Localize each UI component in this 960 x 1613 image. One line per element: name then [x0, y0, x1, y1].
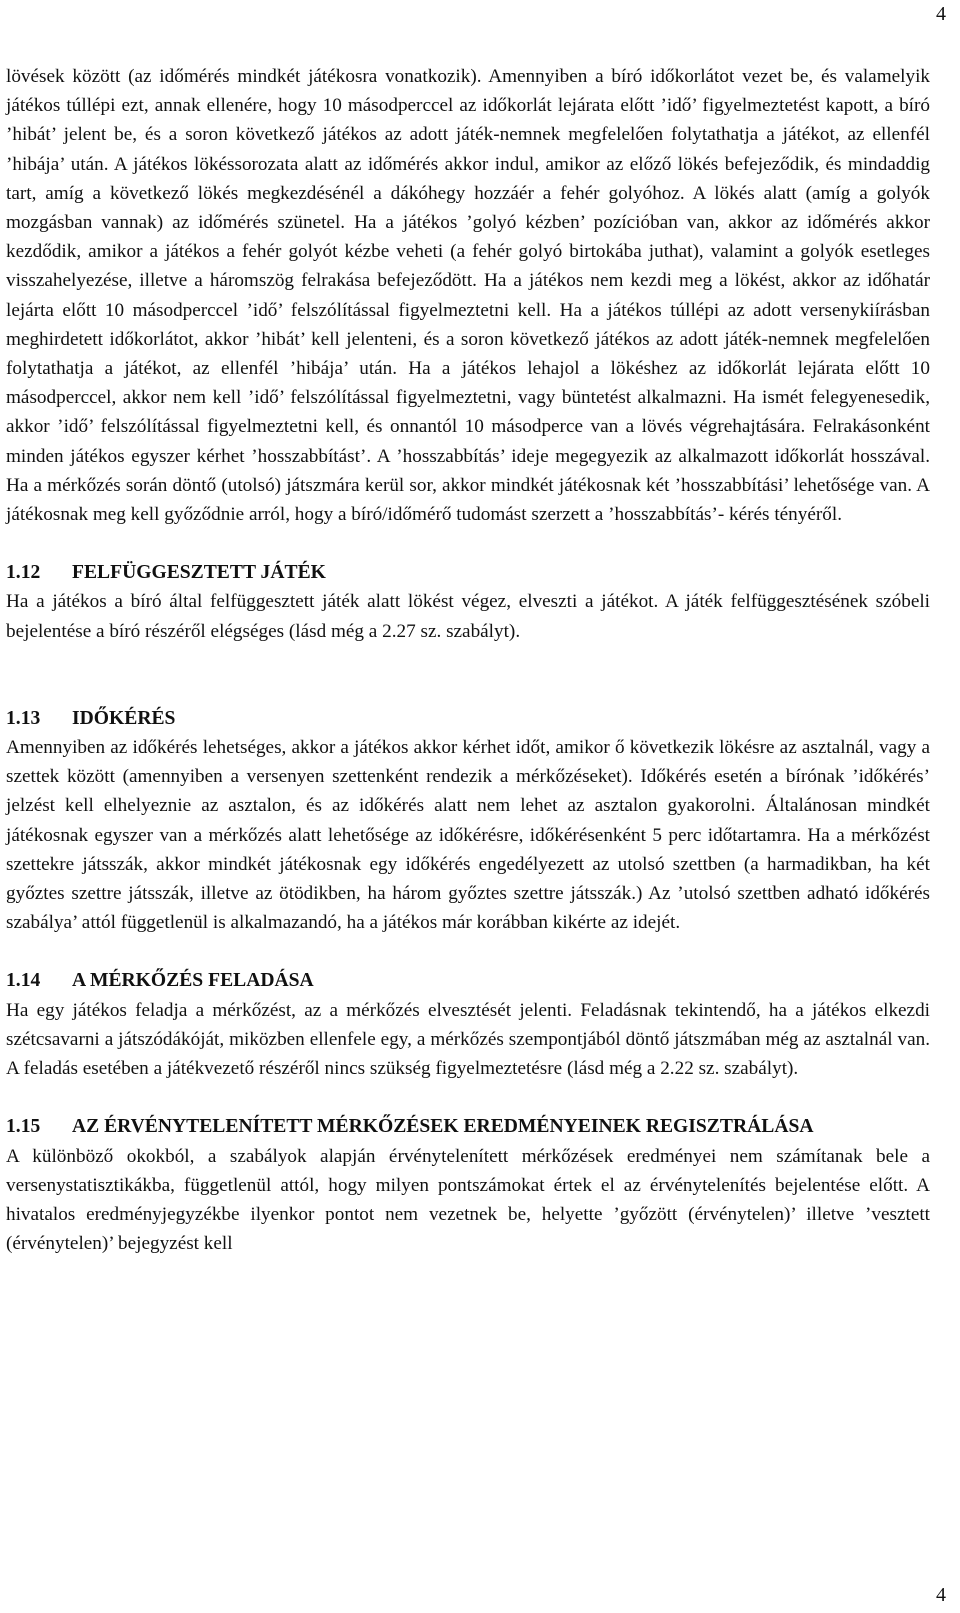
section-1-12 [6, 558, 930, 646]
section-body: A különböző okokból, a szabályok alapján érvénytelenített mérkőzések eredményei nem számítanak bele a versenystatisztikákba, függetlenül attól, hogy milyen pontszámokat értek el az érvénytelenítés bejelentése előtt. A hivatalos eredményjegyzékbe ilyenkor pontot nem vezetnek be, helyette ’győzött (érvénytelen)’ illetve ’vesztett (érvénytelen)’ bejegyzést kell [6, 1145, 930, 1255]
section-heading [6, 558, 930, 587]
section-1-15 [6, 1112, 930, 1258]
section-heading [6, 704, 930, 733]
section-1-13 [6, 704, 930, 938]
section-body: Ha egy játékos feladja a mérkőzést, az a mérkőzés elvesztését jelenti. Feladásnak tekintendő, ha a játékos elkezdi szétcsavarni a játszódákóját, miközben ellenfele egy, a mérkőzés szempontjából döntő játszmában még az asztalnál van. A feladás esetében a játékvezető részéről nincs szükség figyelmeztetésre (lásd még a 2.22 sz. szabályt). [6, 999, 930, 1080]
spacer [6, 937, 930, 966]
section-number: 1.13 [6, 707, 41, 729]
section-title: A MÉRKŐZÉS FELADÁSA [72, 970, 314, 992]
intro-paragraph: lövések között (az időmérés mindkét játékosra vonatkozik). Amennyiben a bíró időkorlátot vezet be, és valamelyik játékos túllépi ezt, annak ellenére, hogy 10 másodperccel az időkorlát lejárata előtt ’idő’ figyelmeztetést kapott, a bíró ’hibát’ jelent be, és a soron következő játékos az adott játék-nemnek megfelelően folytathatja a játékot, az ellenfél ’hibája’ után. A játékos lökéssorozata alatt az időmérés akkor indul, amikor az előző lökés befejeződik, és mindaddig tart, amíg a következő lökés megkezdésénél a dákóhegy hozzáér a fehér golyóhoz. A lökés alatt (amíg a golyók mozgásban vannak) az időmérés szünetel. Ha a játékos ’golyó kézben’ pozícióban van, akkor az időmérés akkor kezdődik, amikor a játékos a fehér golyót kézbe veheti (a fehér golyó birtokába juthat), valamint a golyók esetleges visszahelyezése, illetve a háromszög felrakása befejeződött. Ha a játékos nem kezdi meg a lökést, akkor az időhatár lejárta előtt 10 másodperccel ’idő’ felszólítással figyelmeztetni kell. Ha a játékos túllépi az adott versenykiírásban meghirdetett időkorlátot, akkor ’hibát’ kell jelenteni, és a soron következő játékos az adott játék-nemnek megfelelően folytathatja a játékot, az ellenfél ’hibája’ után. Ha a játékos lehajol a lökéshez az időkorlát lejárata előtt 10 másodperccel, akkor nem kell ’idő’ felszólítással figyelmeztetni, vagy büntetést alkalmazni. Ha ismét felegyenesedik, akkor ’idő’ felszólítással figyelmeztetni kell, és onnantól 10 másodperce van a lövés végrehajtására. Felrakásonként minden játékos egyszer kérhet ’hosszabbítást’. A ’hosszabbítás’ ideje megegyezik az alkalmazott időkorlát hosszával. Ha a mérkőzés során döntő (utolsó) játszmára kerül sor, akkor mindkét játékosnak két ’hosszabbítási’ lehetősége van. A játékosnak meg kell győződnie arról, hogy a bíró/időmérő tudomást szerzett a ’hosszabbítás’- kérés tényéről. [6, 66, 930, 526]
section-heading [6, 1112, 930, 1141]
section-body: Amennyiben az időkérés lehetséges, akkor a játékos akkor kérhet időt, amikor ő következik lökésre az asztalnál, vagy a szettek között (amennyiben a versenyen szettenként rendezik a mérkőzéseket). Időkérés esetén a bírónak ’időkérés’ jelzést kell elhelyeznie az asztalon, és az időkérés alatt nem lehet az asztalon gyakorolni. Általánosan mindkét játékosnak egyszer van a mérkőzés alatt lehetősége az időkérésre, időkérésenként 5 perc időtartamra. Ha a mérkőzést szettekre játsszák, akkor mindkét játékosnak egy időkérés engedélyezett az utolsó szettben (a harmadikban, ha két győztes szettre játsszák, illetve az ötödikben, ha három győztes szettre játsszák.) Az ’utolsó szettben adható időkérés szabálya’ attól függetlenül is alkalmazandó, ha a játékos már korábban kikérte az idejét. [6, 737, 930, 934]
document-body [6, 62, 930, 1258]
section-number: 1.14 [6, 970, 41, 992]
section-title: AZ ÉRVÉNYTELENÍTETT MÉRKŐZÉSEK EREDMÉNYEINEK REGISZTRÁLÁSA [72, 1116, 814, 1138]
page-number-top: 4 [936, 3, 946, 25]
section-title: IDŐKÉRÉS [72, 707, 176, 729]
section-title: FELFÜGGESZTETT JÁTÉK [72, 562, 326, 584]
section-body: Ha a játékos a bíró által felfüggesztett játék alatt lökést végez, elveszti a játékot. A játék felfüggesztésének szóbeli bejelentése a bíró részéről elégséges (lásd még a 2.27 sz. szabályt). [6, 591, 930, 642]
section-1-14 [6, 966, 930, 1083]
spacer [6, 646, 930, 704]
section-number: 1.12 [6, 562, 41, 584]
section-number: 1.15 [6, 1116, 41, 1138]
section-heading [6, 966, 930, 995]
page-number-bottom: 4 [936, 1584, 946, 1606]
spacer [6, 529, 930, 558]
spacer [6, 1083, 930, 1112]
